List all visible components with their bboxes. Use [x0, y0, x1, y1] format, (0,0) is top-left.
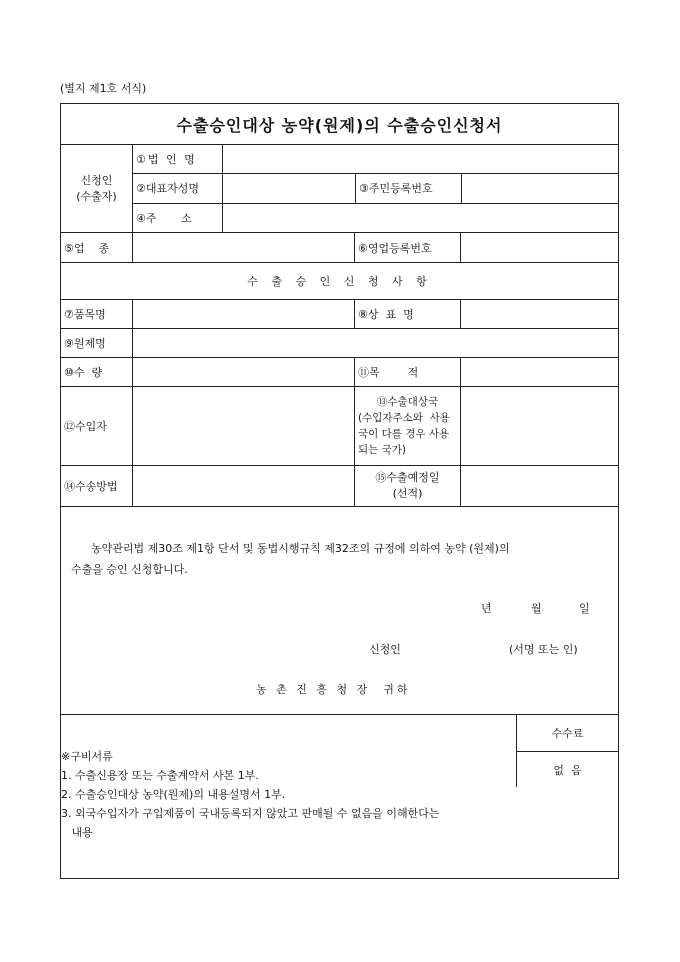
fee-box — [516, 715, 618, 787]
applicant-group-label — [61, 145, 132, 232]
destination-country-note-3: 되는 국가) — [358, 444, 407, 456]
date-year: 년 — [481, 602, 492, 615]
rep-name-field[interactable] — [222, 174, 355, 202]
addressee: 농 촌 진 흥 청 장 귀하 — [256, 683, 411, 696]
quantity-label: ⑩수 량 — [64, 366, 103, 379]
form-title: 수출승인대상 농약(원제)의 수출승인신청서 — [176, 115, 503, 135]
rep-name-label: ②대표자성명 — [136, 182, 199, 196]
applicant-sign-label: 신청인 — [369, 643, 401, 656]
application-form — [60, 103, 619, 879]
section-title: 수 출 승 인 신 청 사 항 — [247, 275, 432, 288]
form-number-caption: (별지 제1호 서식) — [60, 82, 147, 95]
documents-block — [61, 714, 618, 878]
doc-item-1: 1. 수출신용장 또는 수출계약서 사본 1부. — [61, 769, 259, 782]
fee-value: 없 음 — [517, 751, 618, 788]
doc-item-3: 3. 외국수입자가 구입제품이 국내등록되지 않았고 판매될 수 없음을 이해한다는 — [61, 807, 440, 820]
purpose-field[interactable] — [460, 358, 618, 386]
corp-name-field[interactable] — [222, 145, 618, 173]
address-label: ④주 소 — [136, 211, 192, 225]
docs-title: ※구비서류 — [61, 750, 113, 763]
declaration-block — [61, 506, 618, 714]
importer-label: ⑫수입자 — [64, 420, 107, 433]
shipping-method-label: ⑭수송방법 — [64, 480, 118, 493]
business-type-field[interactable] — [132, 233, 354, 262]
business-type-label: ⑤업 종 — [64, 241, 110, 255]
corp-name-label: ①법 인 명 — [136, 153, 197, 167]
export-date-note: (선적) — [392, 487, 423, 500]
resident-no-field[interactable] — [461, 174, 618, 202]
importer-field[interactable] — [132, 387, 354, 465]
declaration-text-line-2: 수출을 승인 신청합니다. — [71, 563, 188, 576]
business-reg-no-field[interactable] — [460, 233, 618, 262]
doc-item-3-cont: 내용 — [61, 826, 93, 839]
destination-country-title: ⑬수출대상국 — [376, 396, 439, 408]
applicant-fields — [132, 145, 618, 232]
export-date-label — [354, 466, 460, 506]
destination-country-note-2: 국이 다를 경우 사용 — [358, 428, 450, 440]
quantity-field[interactable] — [132, 358, 354, 386]
signature-label: (서명 또는 인) — [509, 643, 578, 656]
trademark-label: ⑧상 표 명 — [354, 300, 460, 328]
active-ingredient-field[interactable] — [132, 329, 618, 357]
fee-label: 수수료 — [551, 727, 584, 740]
export-date-title: ⑮수출예정일 — [375, 471, 440, 484]
destination-country-note-1: (수입자주소와 사용 — [358, 412, 450, 424]
export-date-field[interactable] — [460, 466, 618, 506]
product-name-label: ⑦품목명 — [64, 308, 106, 321]
address-field[interactable] — [222, 204, 618, 232]
shipping-method-field[interactable] — [132, 466, 354, 506]
destination-country-label — [354, 387, 460, 465]
applicant-label: 신청인 — [80, 173, 113, 187]
purpose-label: ⑪목 적 — [354, 358, 460, 386]
required-documents — [61, 747, 440, 842]
resident-no-label: ③주민등록번호 — [355, 174, 461, 202]
exporter-label: (수출자) — [76, 189, 117, 203]
doc-item-2: 2. 수출승인대상 농약(원제)의 내용설명서 1부. — [61, 788, 286, 801]
declaration-text-line-1: 농약관리법 제30조 제1항 단서 및 동법시행규칙 제32조의 규정에 의하여 농약 (원제)의 — [91, 542, 510, 555]
trademark-field[interactable] — [460, 300, 618, 328]
active-ingredient-label: ⑨원제명 — [64, 337, 106, 350]
product-name-field[interactable] — [132, 300, 354, 328]
date-day: 일 — [579, 602, 590, 615]
destination-country-field[interactable] — [460, 387, 618, 465]
date-month: 월 — [531, 602, 542, 615]
business-reg-no-label: ⑥영업등록번호 — [354, 233, 460, 262]
